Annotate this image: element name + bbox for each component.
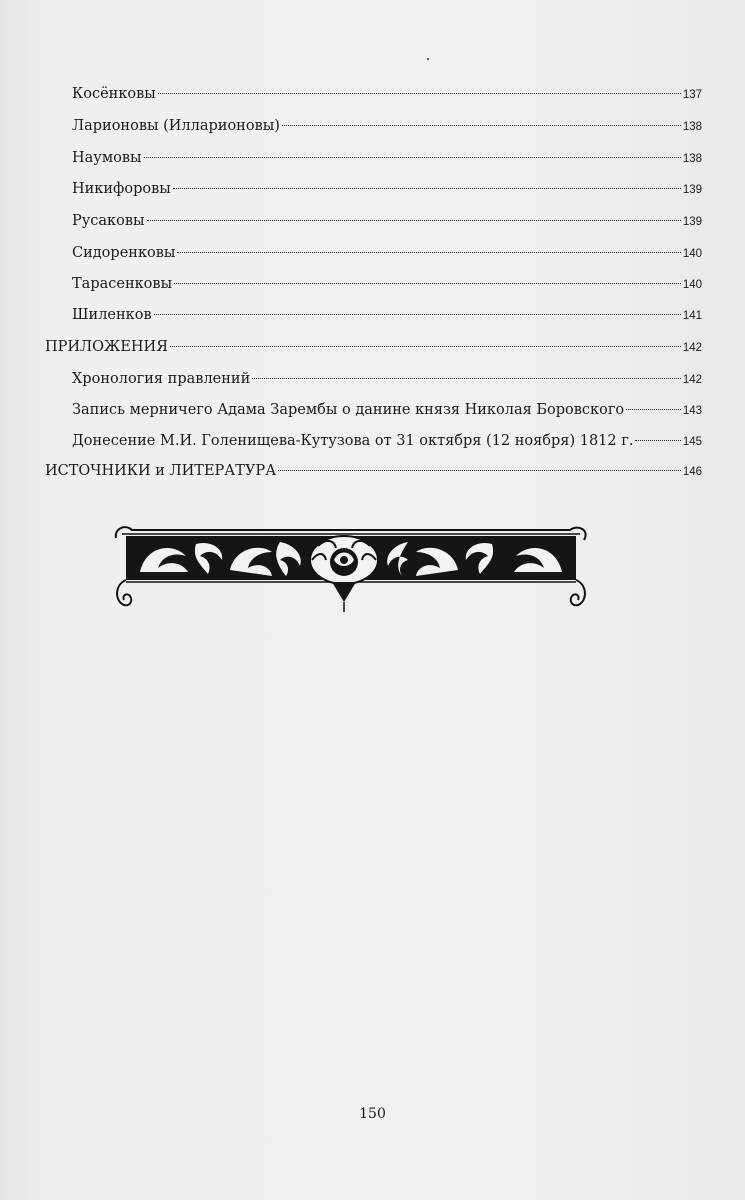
toc-entry-title: Запись мерничего Адама Зарембы о данине князя Николая Боровского: [72, 402, 625, 418]
dot-leader: [635, 439, 680, 441]
dot-leader: [252, 377, 681, 379]
dot-leader: [278, 469, 681, 471]
toc-entry: [72, 116, 702, 137]
toc-entry: [45, 461, 702, 482]
dot-leader: [147, 219, 681, 221]
toc-entry: [72, 211, 702, 232]
dot-leader: [170, 345, 681, 347]
floral-headpiece-ornament: [112, 520, 590, 625]
dot-leader: [173, 187, 681, 189]
toc-entry-title: Наумовы: [72, 150, 142, 166]
toc-entry-page: 138: [682, 121, 702, 133]
toc-entry-page: 146: [682, 466, 702, 478]
toc-entry-title: Сидоренковы: [72, 245, 176, 261]
toc-entry-page: 139: [682, 184, 702, 196]
dot-leader: [158, 92, 681, 94]
speck: [427, 58, 429, 60]
toc-entry-page: 137: [682, 89, 702, 101]
toc-entry: [72, 274, 702, 295]
toc-entry-title: ПРИЛОЖЕНИЯ: [45, 339, 168, 355]
toc-entry-title: Никифоровы: [72, 181, 171, 197]
toc-entry-title: Ларионовы (Илларионовы): [72, 118, 280, 134]
toc-entry: [72, 179, 702, 200]
toc-entry: [72, 305, 702, 326]
dot-leader: [144, 156, 681, 158]
toc-entry: [72, 431, 702, 452]
dot-leader: [282, 124, 681, 126]
toc-entry-title: Хронология правлений: [72, 371, 251, 387]
toc-entry: [72, 148, 702, 169]
toc-entry: [72, 400, 702, 421]
page-number: 150: [359, 1106, 386, 1122]
dot-leader: [626, 408, 681, 410]
dot-leader: [154, 313, 681, 315]
toc-entry: [45, 337, 702, 358]
toc-entry-page: 139: [682, 216, 702, 228]
toc-entry-page: 141: [682, 310, 702, 322]
toc-entry: [72, 369, 702, 390]
toc-entry-page: 142: [682, 342, 702, 354]
toc-entry-page: 140: [682, 279, 702, 291]
toc-entry-page: 145: [682, 436, 702, 448]
toc-entry-title: Тарасенковы: [72, 276, 173, 292]
dot-leader: [177, 251, 680, 253]
dot-leader: [174, 282, 681, 284]
toc-entry-title: Косёнковы: [72, 86, 156, 102]
toc-entry: [72, 243, 702, 264]
toc-entry-title: Шиленков: [72, 307, 152, 323]
toc-entry-title: Русаковы: [72, 213, 145, 229]
toc-entry: [72, 84, 702, 105]
toc-entry-page: 140: [682, 248, 702, 260]
toc-entry-title: Донесение М.И. Голенищева-Кутузова от 31 октября (12 ноября) 1812 г.: [72, 433, 634, 449]
toc-entry-page: 142: [682, 374, 702, 386]
toc-entry-page: 138: [682, 153, 702, 165]
toc-entry-title: ИСТОЧНИКИ и ЛИТЕРАТУРА: [45, 463, 277, 479]
toc-entry-page: 143: [682, 405, 702, 417]
